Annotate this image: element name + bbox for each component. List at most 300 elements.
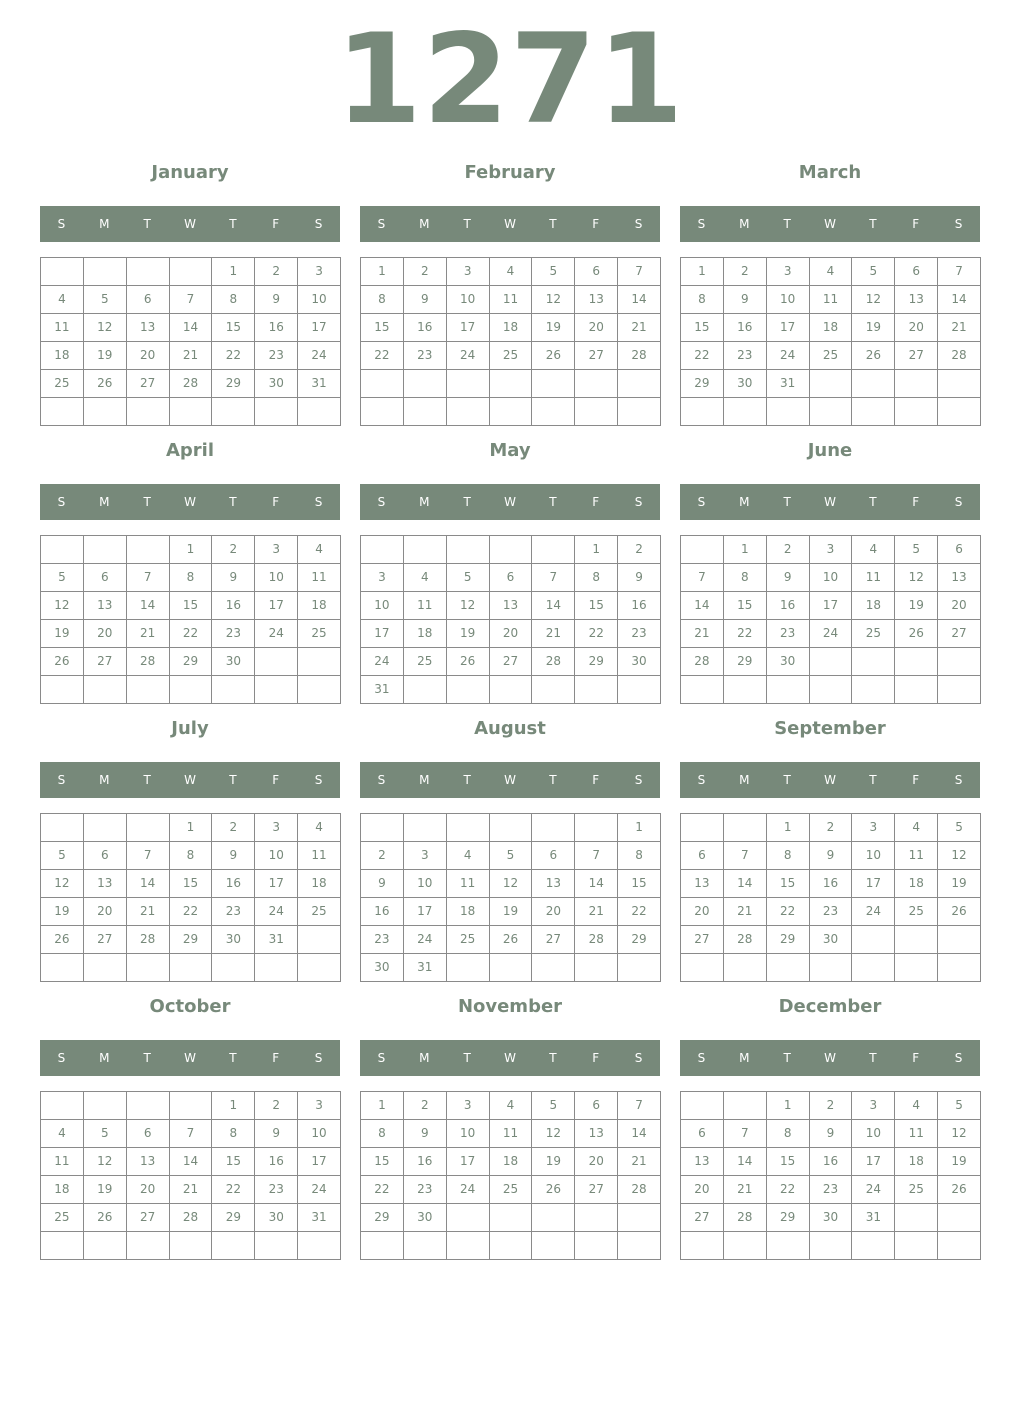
empty-day-cell (404, 536, 447, 564)
day-cell: 21 (724, 898, 767, 926)
day-cell: 15 (212, 314, 255, 342)
day-cell: 29 (361, 1204, 404, 1232)
weekday-label: T (783, 217, 791, 231)
weekday-header (680, 762, 980, 798)
day-cell: 26 (84, 370, 127, 398)
day-cell: 23 (767, 620, 810, 648)
weekday-header (680, 1040, 980, 1076)
empty-day-cell (255, 398, 298, 426)
day-cell: 5 (938, 1092, 981, 1120)
day-cell: 6 (532, 842, 575, 870)
day-cell: 8 (212, 286, 255, 314)
empty-day-cell (41, 1092, 84, 1120)
day-cell: 7 (575, 842, 618, 870)
day-cell: 27 (127, 370, 170, 398)
day-cell: 6 (681, 842, 724, 870)
day-cell: 19 (447, 620, 490, 648)
day-cell: 14 (618, 286, 661, 314)
day-cell: 27 (681, 926, 724, 954)
day-cell: 21 (938, 314, 981, 342)
empty-day-cell (895, 676, 938, 704)
day-cell: 2 (724, 258, 767, 286)
day-cell: 21 (681, 620, 724, 648)
day-cell: 27 (938, 620, 981, 648)
weekday-label: F (912, 217, 920, 231)
day-cell: 4 (852, 536, 895, 564)
day-cell: 1 (681, 258, 724, 286)
day-cell: 19 (532, 1148, 575, 1176)
day-cell: 30 (255, 370, 298, 398)
day-cell: 22 (724, 620, 767, 648)
day-cell: 23 (724, 342, 767, 370)
day-cell: 2 (767, 536, 810, 564)
weekday-label: S (634, 217, 643, 231)
day-cell: 22 (170, 620, 213, 648)
weekday-header (40, 1040, 340, 1076)
weekday-label: T (463, 217, 471, 231)
weekday-label: M (99, 495, 110, 509)
day-cell: 28 (724, 1204, 767, 1232)
month-july (40, 714, 340, 984)
month-september (680, 714, 980, 984)
day-cell: 11 (895, 1120, 938, 1148)
empty-day-cell (681, 676, 724, 704)
day-cell: 14 (170, 314, 213, 342)
day-cell: 30 (767, 648, 810, 676)
day-cell: 8 (170, 564, 213, 592)
day-cell: 22 (618, 898, 661, 926)
weekday-label: M (739, 495, 750, 509)
weekday-label: S (314, 495, 323, 509)
day-cell: 26 (447, 648, 490, 676)
month-title: August (474, 718, 546, 739)
month-title: October (149, 996, 231, 1017)
empty-day-cell (84, 536, 127, 564)
day-cell: 25 (810, 342, 853, 370)
day-cell: 28 (127, 648, 170, 676)
day-cell: 12 (84, 314, 127, 342)
weekday-header (360, 484, 660, 520)
empty-day-cell (938, 954, 981, 982)
empty-day-cell (575, 814, 618, 842)
day-cell: 3 (767, 258, 810, 286)
day-cell: 14 (724, 1148, 767, 1176)
day-cell: 4 (895, 1092, 938, 1120)
empty-day-cell (852, 648, 895, 676)
weekday-label: M (739, 773, 750, 787)
weekday-label: W (184, 495, 196, 509)
weekday-label: T (549, 1051, 557, 1065)
day-cell: 24 (447, 1176, 490, 1204)
day-cell: 20 (84, 898, 127, 926)
day-cell: 9 (767, 564, 810, 592)
empty-day-cell (681, 1232, 724, 1260)
day-cell: 25 (298, 620, 341, 648)
weekday-label: S (697, 495, 706, 509)
day-cell: 19 (41, 620, 84, 648)
day-cell: 23 (212, 620, 255, 648)
days-grid (680, 813, 981, 982)
weekday-label: F (912, 495, 920, 509)
day-cell: 9 (255, 1120, 298, 1148)
day-cell: 27 (895, 342, 938, 370)
day-cell: 25 (852, 620, 895, 648)
empty-day-cell (895, 926, 938, 954)
day-cell: 11 (41, 1148, 84, 1176)
days-grid (40, 1091, 341, 1260)
day-cell: 15 (170, 870, 213, 898)
day-cell: 30 (361, 954, 404, 982)
empty-day-cell (618, 1204, 661, 1232)
day-cell: 3 (852, 1092, 895, 1120)
weekday-label: S (634, 773, 643, 787)
day-cell: 13 (895, 286, 938, 314)
day-cell: 24 (298, 342, 341, 370)
weekday-label: T (463, 773, 471, 787)
weekday-label: S (57, 773, 66, 787)
weekday-label: T (783, 773, 791, 787)
empty-day-cell (532, 814, 575, 842)
empty-day-cell (255, 954, 298, 982)
empty-day-cell (447, 370, 490, 398)
day-cell: 16 (255, 314, 298, 342)
weekday-label: S (634, 1051, 643, 1065)
empty-day-cell (895, 954, 938, 982)
empty-day-cell (724, 1232, 767, 1260)
day-cell: 1 (767, 814, 810, 842)
day-cell: 17 (361, 620, 404, 648)
day-cell: 20 (127, 342, 170, 370)
day-cell: 11 (298, 842, 341, 870)
empty-day-cell (41, 536, 84, 564)
day-cell: 11 (404, 592, 447, 620)
day-cell: 6 (938, 536, 981, 564)
day-cell: 24 (298, 1176, 341, 1204)
day-cell: 18 (41, 342, 84, 370)
weekday-label: T (463, 495, 471, 509)
days-grid (40, 813, 341, 982)
empty-day-cell (575, 954, 618, 982)
day-cell: 11 (895, 842, 938, 870)
day-cell: 3 (810, 536, 853, 564)
day-cell: 22 (767, 898, 810, 926)
day-cell: 6 (895, 258, 938, 286)
day-cell: 17 (255, 592, 298, 620)
empty-day-cell (170, 1232, 213, 1260)
day-cell: 29 (212, 370, 255, 398)
empty-day-cell (852, 954, 895, 982)
day-cell: 15 (767, 1148, 810, 1176)
day-cell: 3 (298, 1092, 341, 1120)
empty-day-cell (490, 1232, 533, 1260)
weekday-label: M (99, 217, 110, 231)
day-cell: 7 (170, 1120, 213, 1148)
day-cell: 15 (361, 1148, 404, 1176)
empty-day-cell (404, 1232, 447, 1260)
weekday-header (360, 762, 660, 798)
empty-day-cell (127, 1092, 170, 1120)
day-cell: 16 (810, 870, 853, 898)
day-cell: 13 (532, 870, 575, 898)
empty-day-cell (532, 370, 575, 398)
empty-day-cell (724, 398, 767, 426)
weekday-label: F (272, 773, 280, 787)
empty-day-cell (298, 676, 341, 704)
empty-day-cell (170, 258, 213, 286)
day-cell: 26 (852, 342, 895, 370)
day-cell: 12 (895, 564, 938, 592)
day-cell: 2 (810, 814, 853, 842)
day-cell: 25 (41, 1204, 84, 1232)
empty-day-cell (724, 954, 767, 982)
month-april (40, 436, 340, 706)
empty-day-cell (895, 1232, 938, 1260)
day-cell: 21 (618, 314, 661, 342)
empty-day-cell (127, 676, 170, 704)
day-cell: 17 (298, 1148, 341, 1176)
weekday-header (40, 484, 340, 520)
day-cell: 12 (41, 592, 84, 620)
day-cell: 18 (41, 1176, 84, 1204)
weekday-label: W (824, 773, 836, 787)
days-grid (360, 257, 661, 426)
day-cell: 20 (127, 1176, 170, 1204)
empty-day-cell (724, 814, 767, 842)
empty-day-cell (490, 536, 533, 564)
weekday-label: M (739, 1051, 750, 1065)
weekday-label: S (954, 217, 963, 231)
empty-day-cell (681, 536, 724, 564)
empty-day-cell (767, 954, 810, 982)
empty-day-cell (852, 398, 895, 426)
empty-day-cell (298, 398, 341, 426)
day-cell: 16 (212, 592, 255, 620)
day-cell: 21 (532, 620, 575, 648)
day-cell: 19 (938, 1148, 981, 1176)
weekday-label: W (824, 217, 836, 231)
empty-day-cell (127, 536, 170, 564)
day-cell: 30 (255, 1204, 298, 1232)
empty-day-cell (490, 398, 533, 426)
weekday-label: T (783, 1051, 791, 1065)
weekday-label: S (314, 217, 323, 231)
day-cell: 31 (255, 926, 298, 954)
day-cell: 29 (767, 1204, 810, 1232)
empty-day-cell (575, 398, 618, 426)
month-title: March (798, 162, 862, 183)
weekday-label: T (783, 495, 791, 509)
day-cell: 6 (84, 564, 127, 592)
empty-day-cell (170, 398, 213, 426)
day-cell: 11 (447, 870, 490, 898)
day-cell: 17 (298, 314, 341, 342)
day-cell: 26 (895, 620, 938, 648)
day-cell: 26 (532, 342, 575, 370)
weekday-label: S (697, 217, 706, 231)
empty-day-cell (938, 1232, 981, 1260)
day-cell: 3 (852, 814, 895, 842)
day-cell: 13 (127, 314, 170, 342)
day-cell: 22 (361, 342, 404, 370)
day-cell: 7 (724, 842, 767, 870)
day-cell: 7 (618, 1092, 661, 1120)
day-cell: 24 (255, 898, 298, 926)
day-cell: 29 (681, 370, 724, 398)
day-cell: 28 (170, 1204, 213, 1232)
day-cell: 3 (447, 1092, 490, 1120)
day-cell: 28 (127, 926, 170, 954)
empty-day-cell (361, 536, 404, 564)
weekday-label: W (184, 217, 196, 231)
weekday-label: F (592, 495, 600, 509)
day-cell: 1 (618, 814, 661, 842)
day-cell: 29 (170, 926, 213, 954)
weekday-label: F (592, 1051, 600, 1065)
days-grid (360, 535, 661, 704)
weekday-label: F (912, 1051, 920, 1065)
day-cell: 4 (447, 842, 490, 870)
month-title: April (165, 440, 215, 461)
day-cell: 12 (938, 842, 981, 870)
weekday-label: T (549, 495, 557, 509)
day-cell: 8 (170, 842, 213, 870)
empty-day-cell (84, 1092, 127, 1120)
empty-day-cell (681, 954, 724, 982)
weekday-label: F (592, 217, 600, 231)
empty-day-cell (895, 648, 938, 676)
day-cell: 10 (767, 286, 810, 314)
day-cell: 13 (681, 1148, 724, 1176)
day-cell: 19 (84, 342, 127, 370)
day-cell: 10 (810, 564, 853, 592)
empty-day-cell (532, 1232, 575, 1260)
weekday-label: T (143, 1051, 151, 1065)
weekday-label: S (314, 1051, 323, 1065)
day-cell: 1 (170, 536, 213, 564)
empty-day-cell (895, 398, 938, 426)
day-cell: 5 (490, 842, 533, 870)
day-cell: 13 (575, 1120, 618, 1148)
empty-day-cell (447, 1232, 490, 1260)
day-cell: 14 (938, 286, 981, 314)
day-cell: 23 (404, 1176, 447, 1204)
day-cell: 19 (490, 898, 533, 926)
weekday-header (40, 762, 340, 798)
day-cell: 12 (938, 1120, 981, 1148)
day-cell: 15 (361, 314, 404, 342)
weekday-label: T (869, 773, 877, 787)
days-grid (40, 535, 341, 704)
day-cell: 8 (212, 1120, 255, 1148)
day-cell: 9 (255, 286, 298, 314)
day-cell: 29 (767, 926, 810, 954)
day-cell: 17 (404, 898, 447, 926)
weekday-header (680, 484, 980, 520)
day-cell: 24 (810, 620, 853, 648)
day-cell: 24 (852, 898, 895, 926)
day-cell: 2 (212, 536, 255, 564)
day-cell: 27 (127, 1204, 170, 1232)
empty-day-cell (127, 258, 170, 286)
day-cell: 12 (532, 286, 575, 314)
empty-day-cell (84, 814, 127, 842)
empty-day-cell (575, 1232, 618, 1260)
empty-day-cell (170, 1092, 213, 1120)
month-title: February (464, 162, 556, 183)
weekday-label: T (229, 217, 237, 231)
day-cell: 18 (895, 870, 938, 898)
day-cell: 18 (810, 314, 853, 342)
day-cell: 17 (255, 870, 298, 898)
day-cell: 28 (532, 648, 575, 676)
weekday-label: F (912, 773, 920, 787)
day-cell: 29 (575, 648, 618, 676)
day-cell: 25 (404, 648, 447, 676)
day-cell: 7 (724, 1120, 767, 1148)
day-cell: 18 (404, 620, 447, 648)
day-cell: 22 (681, 342, 724, 370)
day-cell: 8 (361, 286, 404, 314)
day-cell: 19 (41, 898, 84, 926)
weekday-label: W (824, 495, 836, 509)
day-cell: 5 (532, 258, 575, 286)
day-cell: 16 (212, 870, 255, 898)
day-cell: 1 (361, 258, 404, 286)
empty-day-cell (361, 370, 404, 398)
empty-day-cell (404, 814, 447, 842)
day-cell: 17 (447, 1148, 490, 1176)
day-cell: 29 (618, 926, 661, 954)
day-cell: 27 (575, 342, 618, 370)
day-cell: 9 (810, 842, 853, 870)
day-cell: 2 (404, 258, 447, 286)
day-cell: 17 (852, 1148, 895, 1176)
day-cell: 13 (84, 870, 127, 898)
day-cell: 3 (255, 536, 298, 564)
month-october (40, 992, 340, 1262)
weekday-label: M (419, 217, 430, 231)
day-cell: 2 (255, 1092, 298, 1120)
day-cell: 16 (724, 314, 767, 342)
day-cell: 20 (575, 1148, 618, 1176)
day-cell: 1 (767, 1092, 810, 1120)
days-grid (40, 257, 341, 426)
day-cell: 22 (212, 1176, 255, 1204)
empty-day-cell (447, 814, 490, 842)
empty-day-cell (938, 370, 981, 398)
day-cell: 5 (41, 842, 84, 870)
day-cell: 8 (681, 286, 724, 314)
day-cell: 19 (938, 870, 981, 898)
day-cell: 29 (212, 1204, 255, 1232)
empty-day-cell (767, 1232, 810, 1260)
day-cell: 18 (298, 870, 341, 898)
day-cell: 9 (724, 286, 767, 314)
month-title: June (807, 440, 853, 461)
day-cell: 20 (532, 898, 575, 926)
day-cell: 28 (681, 648, 724, 676)
day-cell: 25 (41, 370, 84, 398)
day-cell: 16 (255, 1148, 298, 1176)
day-cell: 30 (212, 648, 255, 676)
day-cell: 14 (618, 1120, 661, 1148)
empty-day-cell (84, 954, 127, 982)
weekday-label: S (697, 1051, 706, 1065)
empty-day-cell (41, 398, 84, 426)
day-cell: 20 (681, 1176, 724, 1204)
weekday-label: T (869, 495, 877, 509)
day-cell: 23 (404, 342, 447, 370)
